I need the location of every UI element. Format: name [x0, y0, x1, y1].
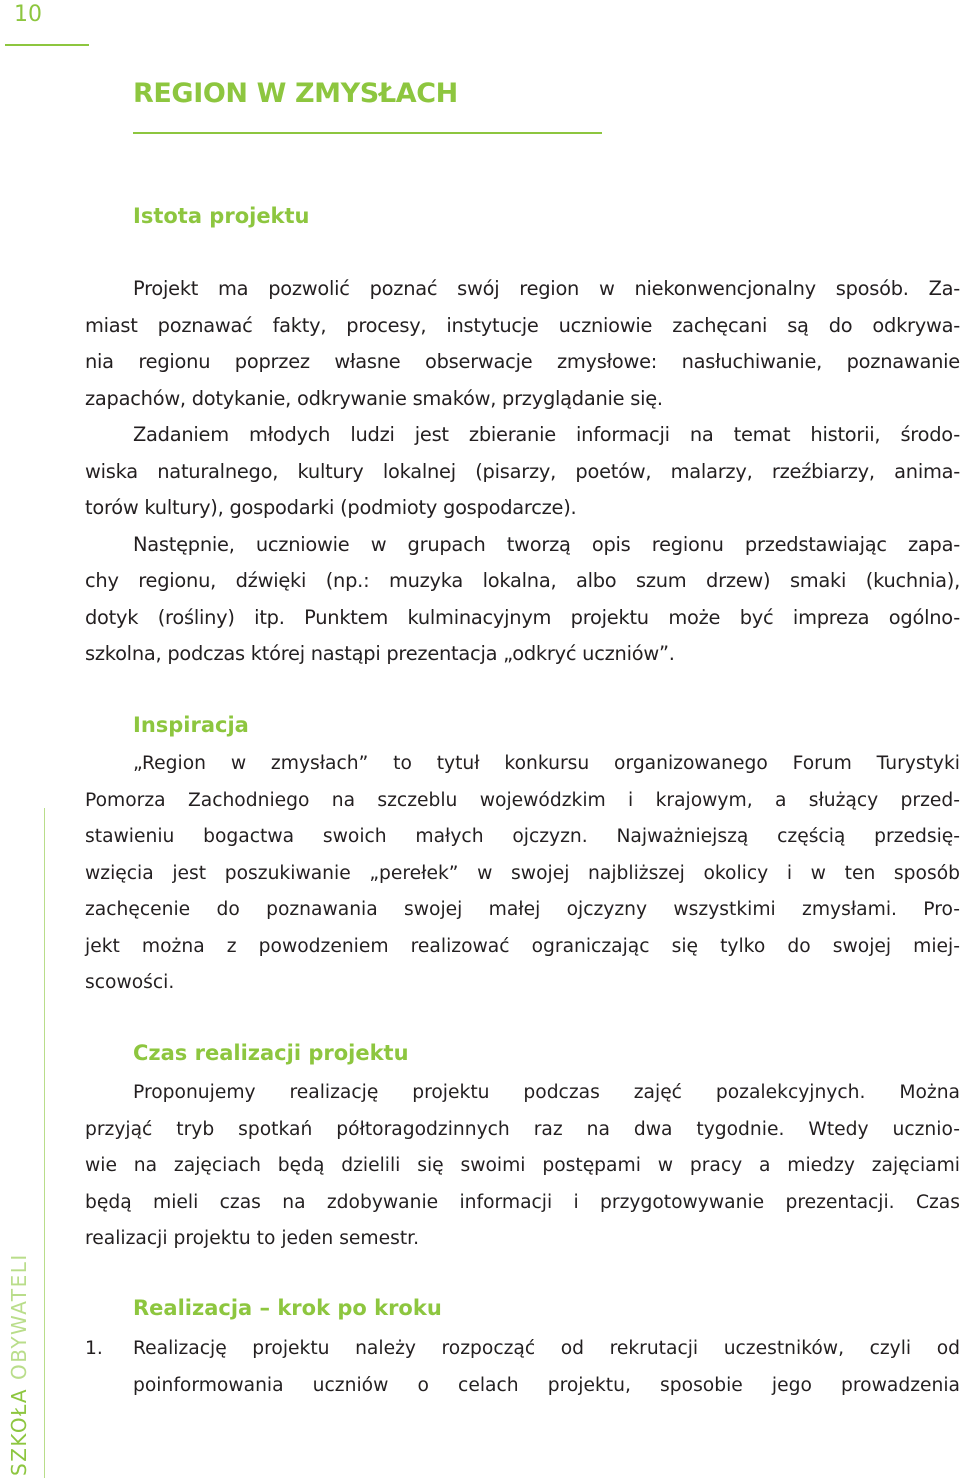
text-line: Proponujemy realizację projektu podczas zajęć pozalekcyjnych. Można: [133, 1082, 960, 1103]
title-rule: [133, 132, 602, 134]
text-line: Zadaniem młodych ludzi jest zbieranie informacji na temat historii, środo-: [133, 423, 960, 446]
text-line: szkolna, podczas której nastąpi prezentacja „odkryć uczniów”.: [85, 642, 675, 665]
heading-istota-projektu: Istota projektu: [133, 204, 310, 228]
page-number: 10: [14, 2, 42, 27]
realizacja-text: [85, 1331, 960, 1404]
page-title: REGION W ZMYSŁACH: [133, 78, 458, 109]
side-label-word-2: OBYWATELI: [7, 1253, 31, 1381]
list-item-number: 1.: [85, 1338, 103, 1359]
text-line: wie na zajęciach będą dzielili się swoimi postępami w pracy a miedzy zajęciami: [85, 1155, 960, 1176]
text-line: jekt można z powodzeniem realizować ograniczając się tylko do swojej miej-: [85, 935, 960, 957]
text-line: wzięcia jest poszukiwanie „perełek” w swojej najbliższej okolicy i w ten sposób: [85, 862, 960, 884]
heading-czas-realizacji: Czas realizacji projektu: [133, 1041, 409, 1065]
text-line: miast poznawać fakty, procesy, instytucje uczniowie zachęcani są do odkrywa-: [85, 313, 960, 337]
text-line: „Region w zmysłach” to tytuł konkursu organizowanego Forum Turystyki: [133, 753, 960, 774]
text-line: Następnie, uczniowie w grupach tworzą opis regionu przedstawiając zapa-: [133, 532, 960, 556]
text-line: stawieniu bogactwa swoich małych ojczyzn. Najważniejszą częścią przedsię-: [85, 826, 960, 847]
text-line: przyjąć tryb spotkań półtoragodzinnych raz na dwa tygodnie. Wtedy ucznio-: [85, 1118, 960, 1140]
text-line: będą mieli czas na zdobywanie informacji i przygotowywanie prezentacji. Czas: [85, 1191, 960, 1213]
heading-inspiracja: Inspiracja: [133, 713, 249, 737]
heading-realizacja: Realizacja – krok po kroku: [133, 1296, 442, 1320]
side-rule: [44, 808, 45, 1478]
text-line: Realizację projektu należy rozpocząć od rekrutacji uczestników, czyli od: [133, 1338, 960, 1359]
text-line: torów kultury), gospodarki (podmioty gospodarcze).: [85, 496, 577, 519]
side-label-word-1: SZKOŁA: [7, 1387, 31, 1476]
inspiracja-text: [85, 746, 960, 1002]
side-label: [3, 1253, 35, 1476]
text-line: Projekt ma pozwolić poznać swój region w niekonwencjonalny sposób. Za-: [133, 277, 960, 300]
istota-text: [85, 271, 960, 673]
text-line: scowości.: [85, 972, 175, 993]
text-line: poinformowania uczniów o celach projektu, sposobie jego prowadzenia: [133, 1374, 960, 1396]
text-line: zachęcenie do poznawania swojej małej ojczyzny wszystkimi zmysłami. Pro-: [85, 899, 960, 920]
text-line: nia regionu poprzez własne obserwacje zmysłowe: nasłuchiwanie, poznawanie: [85, 350, 960, 373]
text-line: Pomorza Zachodniego na szczeblu wojewódzkim i krajowym, a służący przed-: [85, 789, 960, 811]
czas-text: [85, 1075, 960, 1258]
text-line: chy regionu, dźwięki (np.: muzyka lokalna, albo szum drzew) smaki (kuchnia),: [85, 569, 960, 592]
text-line: wiska naturalnego, kultury lokalnej (pisarzy, poetów, malarzy, rzeźbiarzy, anima-: [85, 459, 960, 483]
text-line: zapachów, dotykanie, odkrywanie smaków, przyglądanie się.: [85, 386, 663, 410]
page-number-rule: [5, 44, 89, 46]
text-line: dotyk (rośliny) itp. Punktem kulminacyjnym projektu może być impreza ogólno-: [85, 605, 960, 629]
text-line: realizacji projektu to jeden semestr.: [85, 1228, 420, 1249]
